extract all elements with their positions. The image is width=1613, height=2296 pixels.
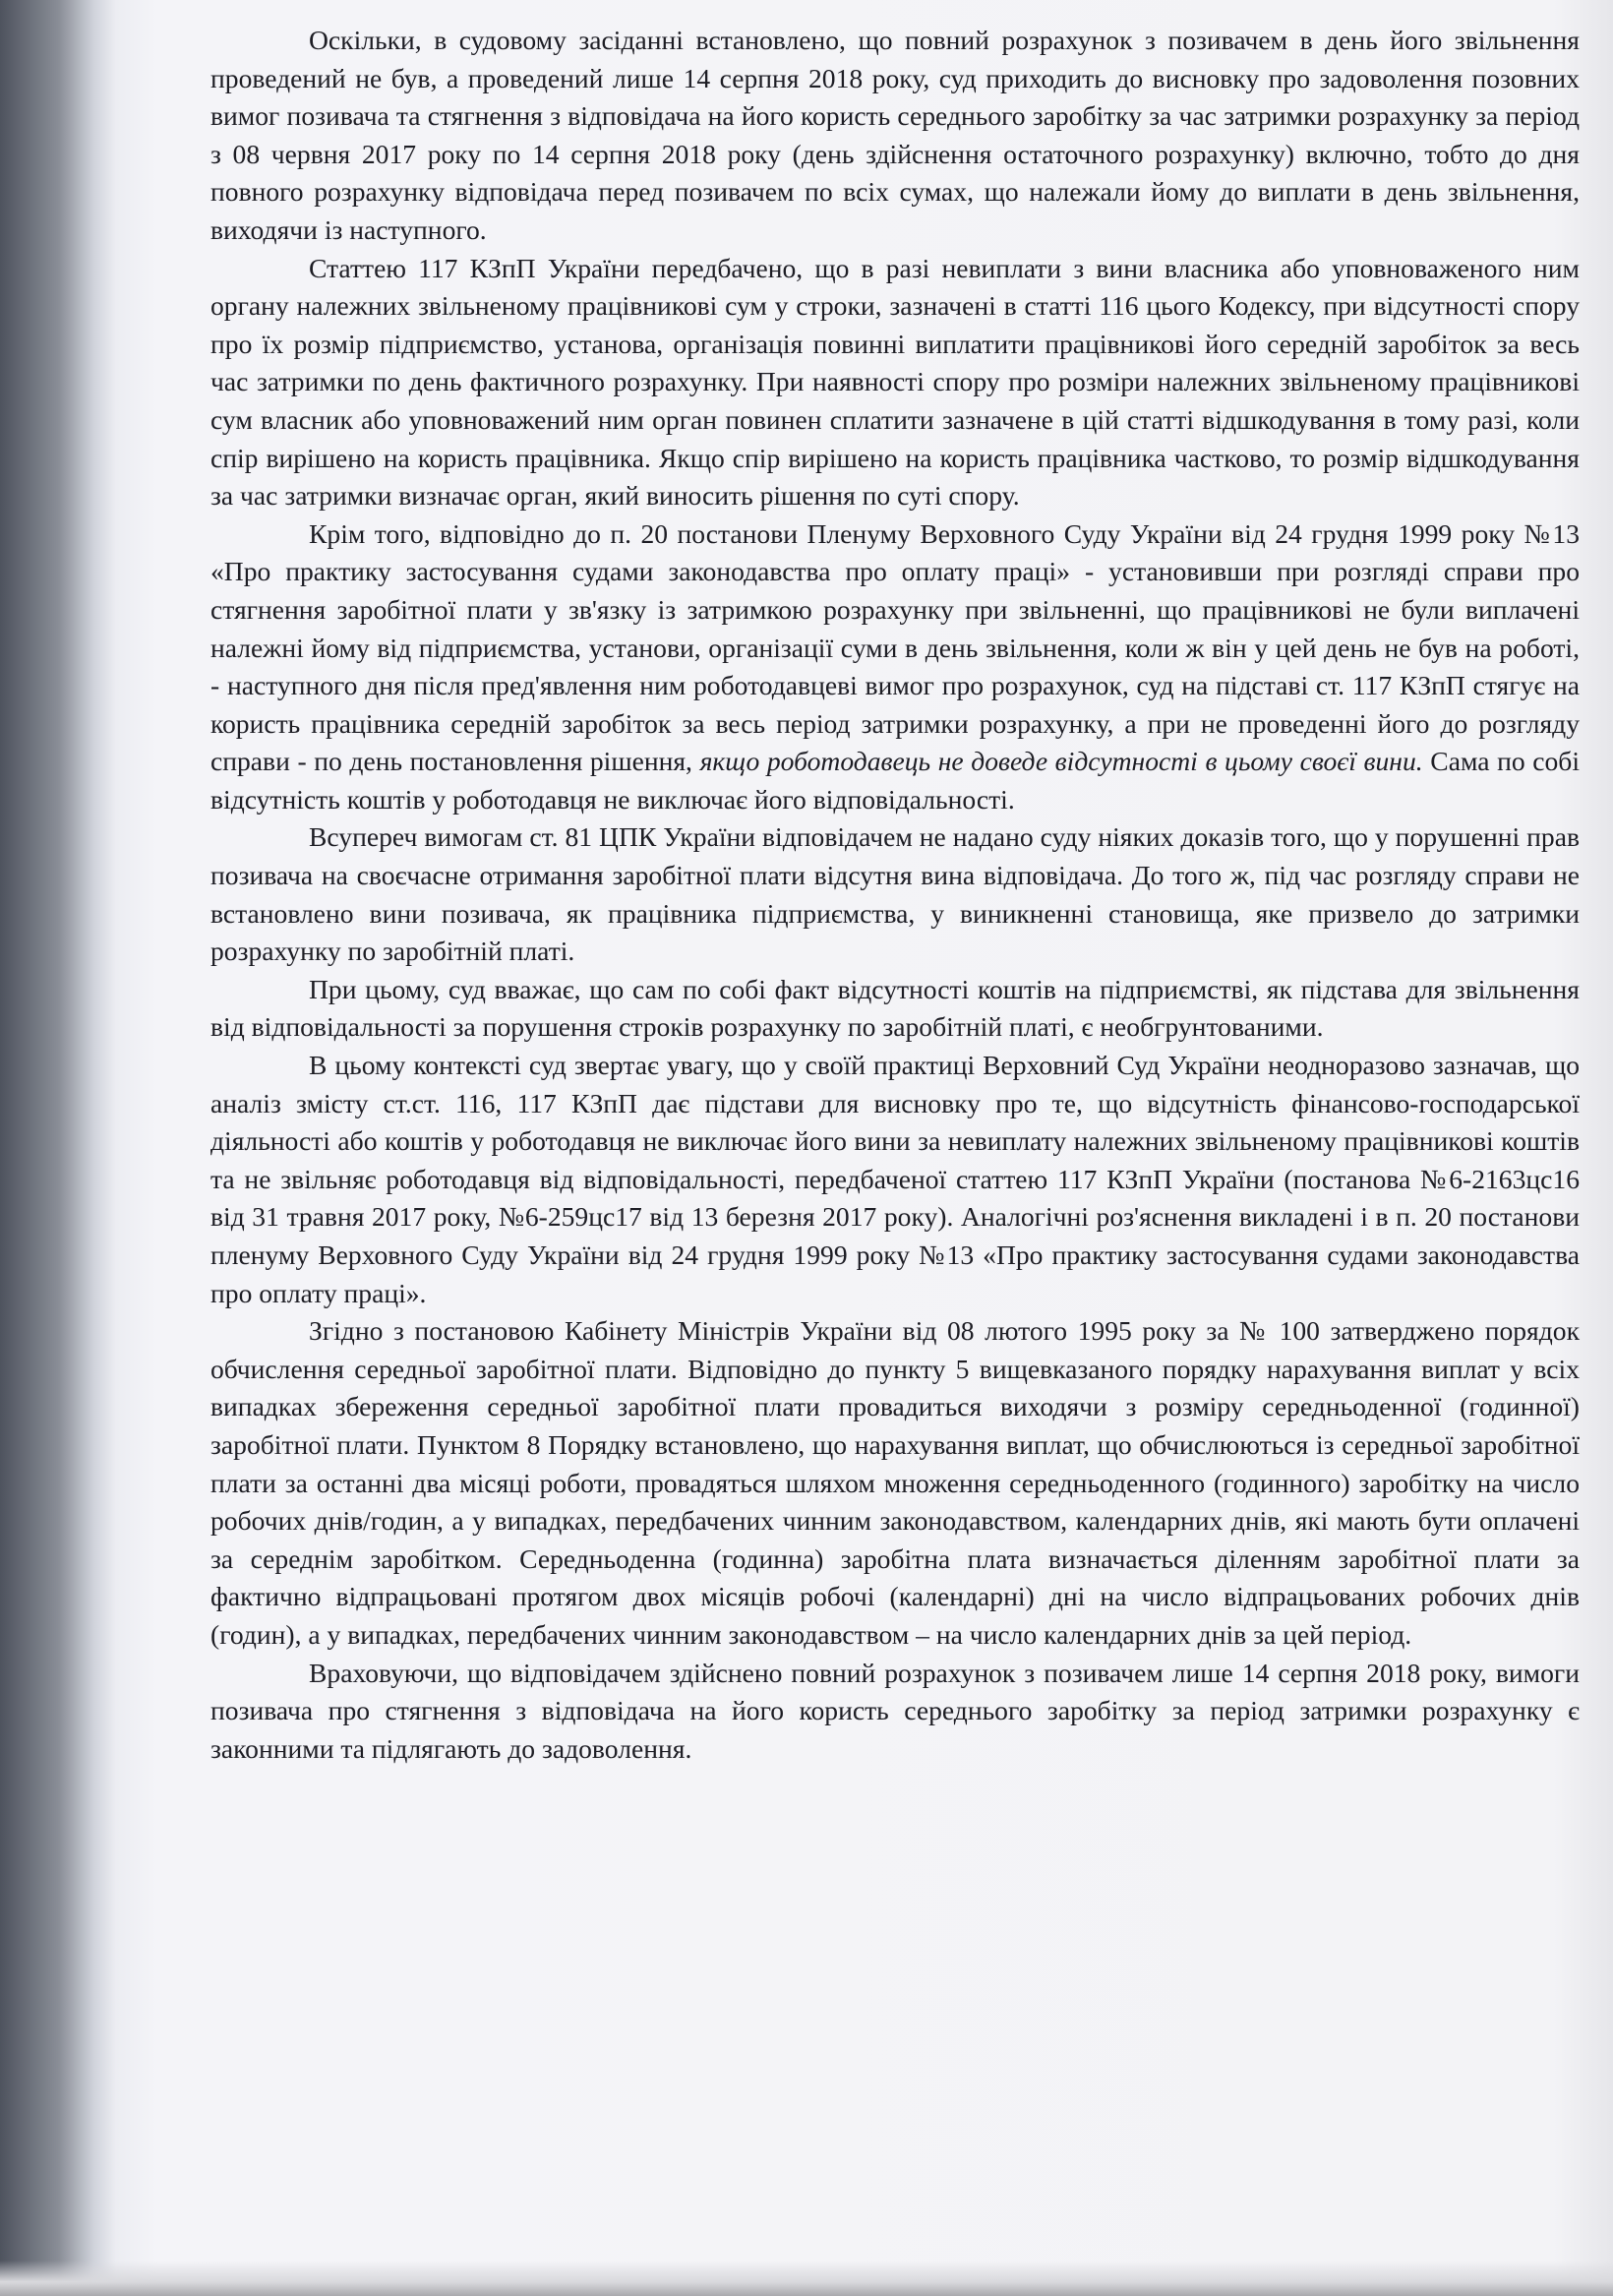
paragraph-lack-of-funds: При цьому, суд вважає, що сам по собі факт відсутності коштів на підприємстві, як підстава для звільнення від відповідальності за порушення строків розрахунку по заробітній платі, є необгрунтованими. — [210, 973, 1580, 1043]
paragraph-plenum-italic: якщо роботодавець не доведе відсутності в цьому своєї вини. — [699, 746, 1423, 777]
paragraph-plenum-text-end: Сама по собі відсутність коштів у роботодавця не виключає його відповідальності. — [210, 746, 1580, 815]
page-bottom-edge — [0, 2261, 1613, 2296]
paragraph-average-salary-procedure: Згідно з постановою Кабінету Міністрів України від 08 лютого 1995 року за № 100 затверджено порядок обчислення середньої заробітної плати. Відповідно до пункту 5 вищевказаного порядку нарахування виплат у всіх випадках збереження середньої заробітної плати провадиться виходячи з розміру середньоденної (годинної) заробітної плати. Пунктом 8 Порядку встановлено, що нарахування виплат, що обчислюються із середньої заробітної плати за останні два місяці роботи, провадяться шляхом множення середньоденного (годинного) заробітку на число робочих днів/годин, а у випадках, передбачених чинним законодавством, календарних днів, які мають бути оплачені за середнім заробітком. Середньоденна (годинна) заробітна плата визначається діленням заробітної плати за фактично відпрацьовані протягом двох місяців робочі (календарні) дні на число відпрацьованих робочих днів (годин), а у випадках, передбачених чинним законодавством – на число календарних днів за цей період. — [210, 1315, 1580, 1650]
paragraph-article-117: Статтею 117 КЗпП України передбачено, що в разі невиплати з вини власника або уповноваженого ним органу належних звільненому працівникові сум у строки, зазначені в статті 116 цього Кодексу, при відсутності спору про їх розмір підприємство, установа, організація повинні виплатити працівникові його середній заробіток за весь час затримки по день фактичного розрахунку. При наявності спору про розміри належних звільненому працівникові сум власник або уповноважений ним орган повинен сплатити зазначене в цій статті відшкодування в тому разі, коли спір вирішено на користь працівника. Якщо спір вирішено на користь працівника частково, то розмір відшкодування за час затримки визначає орган, який виносить рішення по суті спору. — [210, 252, 1580, 512]
paragraph-final-settlement: Оскільки, в судовому засіданні встановлено, що повний розрахунок з позивачем в день його звільнення проведений не був, а проведений лише 14 серпня 2018 року, суд приходить до висновку про задоволення позовних вимог позивача та стягнення з відповідача на його користь середнього заробітку за час затримки розрахунку за період з 08 червня 2017 року по 14 серпня 2018 року (день здійснення остаточного розрахунку) включно, тобто до дня повного розрахунку відповідача перед позивачем по всіх сумах, що належали йому до виплати в день звільнення, виходячи із наступного. — [210, 25, 1580, 245]
paragraph-article-81: Всупереч вимогам ст. 81 ЦПК України відповідачем не надано суду ніяких доказів того, що у порушенні прав позивача на своєчасне отримання заробітної плати відсутня вина відповідача. До того ж, під час розгляду справи не встановлено вини позивача, як працівника підприємства, у виникненні становища, яке призвело до затримки розрахунку по заробітній платі. — [210, 821, 1580, 967]
document-body — [210, 22, 1580, 1768]
paragraph-plenum-resolution — [210, 515, 1580, 819]
paragraph-conclusion: Враховуючи, що відповідачем здійснено повний розрахунок з позивачем лише 14 серпня 2018 року, вимоги позивача про стягнення з відповідача на його користь середнього заробітку за період затримки розрахунку є законними та підлягають до задоволення. — [210, 1657, 1580, 1764]
paragraph-supreme-court-practice: В цьому контексті суд звертає увагу, що у своїй практиці Верховний Суд України неодноразово зазначав, що аналіз змісту ст.ст. 116, 117 КЗпП дає підстави для висновку про те, що відсутність фінансово-господарської діяльності або коштів у роботодавця не виключає його вини за невиплату належних звільненому працівникові коштів та не звільняє роботодавця від відповідальності, передбаченої статтею 117 КЗпП України (постанова №6-2163цс16 від 31 травня 2017 року, №6-259цс17 від 13 березня 2017 року). Аналогічні роз'яснення викладені і в п. 20 постанови пленуму Верховного Суду України від 24 грудня 1999 року №13 «Про практику застосування судами законодавства про оплату праці». — [210, 1050, 1580, 1308]
paragraph-plenum-text-start: Крім того, відповідно до п. 20 постанови Пленуму Верховного Суду України від 24 грудня 1999 року №13 «Про практику застосування судами законодавства про оплату праці» - установивши при розгляді справи про стягнення заробітної плати у зв'язку із затримкою розрахунку при звільненні, що працівникові не були виплачені належні йому від підприємства, установи, організації суми в день звільнення, коли ж він у цей день не був на роботі, - наступного дня після пред'явлення ним роботодавцеві вимог про розрахунок, суд на підставі ст. 117 КЗпП стягує на користь працівника середній заробіток за весь період затримки розрахунку, а при не проведенні його до розгляду справи - по день постановлення рішення, — [210, 517, 1580, 777]
